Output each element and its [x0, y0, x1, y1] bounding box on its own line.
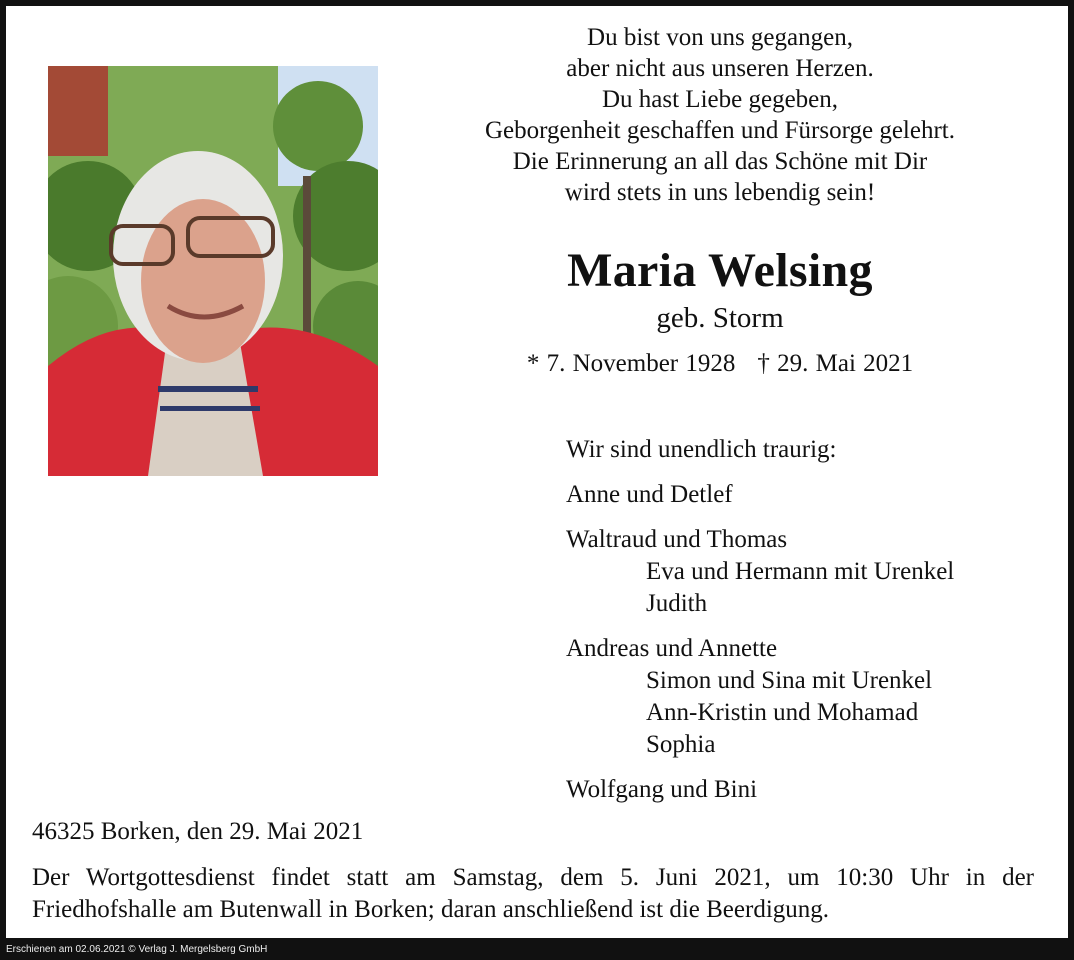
mourner-group: Anne und Detlef — [566, 481, 733, 508]
poem-line: wird stets in uns lebendig sein! — [564, 179, 876, 206]
obituary-card — [6, 6, 1068, 938]
poem-line: Du bist von uns gegangen, — [587, 24, 853, 51]
mourners-intro: Wir sind unendlich traurig: — [566, 436, 837, 463]
mourner-subgroup: Simon und Sina mit Urenkel — [646, 667, 933, 694]
mourner-group: Wolfgang und Bini — [566, 776, 758, 803]
birth-date: * 7. November 1928 — [526, 350, 736, 377]
poem-line: Geborgenheit geschaffen und Fürsorge gelehrt. — [484, 117, 955, 144]
death-date: † 29. Mai 2021 — [757, 350, 914, 377]
service-notice: Der Wortgottesdienst findet statt am Samstag, dem 5. Juni 2021, um 10:30 Uhr in der Friedhofshalle am Butenwall in Borken; daran anschließend ist die Beerdigung. — [32, 864, 1034, 923]
mourner-subgroup: Eva und Hermann mit Urenkel — [646, 558, 955, 585]
birth-name: geb. Storm — [656, 302, 784, 334]
mourner-subgroup: Sophia — [646, 731, 716, 758]
mourners-list — [566, 434, 1046, 806]
mourner-subgroup: Ann-Kristin und Mohamad — [646, 699, 919, 726]
poem-line: aber nicht aus unseren Herzen. — [566, 55, 874, 82]
poem-line: Die Erinnerung an all das Schöne mit Dir — [512, 148, 928, 175]
deceased-name: Maria Welsing — [567, 244, 873, 297]
place-and-date: 46325 Borken, den 29. Mai 2021 — [32, 818, 364, 845]
mourner-subgroup: Judith — [646, 590, 708, 617]
mourner-group: Waltraud und Thomas — [566, 526, 788, 553]
poem-line: Du hast Liebe gegeben, — [601, 86, 839, 113]
poem — [386, 22, 1054, 208]
publication-footer: Erschienen am 02.06.2021 © Verlag J. Mergelsberg GmbH — [6, 944, 268, 955]
mourner-group: Andreas und Annette — [566, 635, 778, 662]
life-dates — [386, 348, 1054, 380]
portrait-photo — [48, 66, 378, 476]
